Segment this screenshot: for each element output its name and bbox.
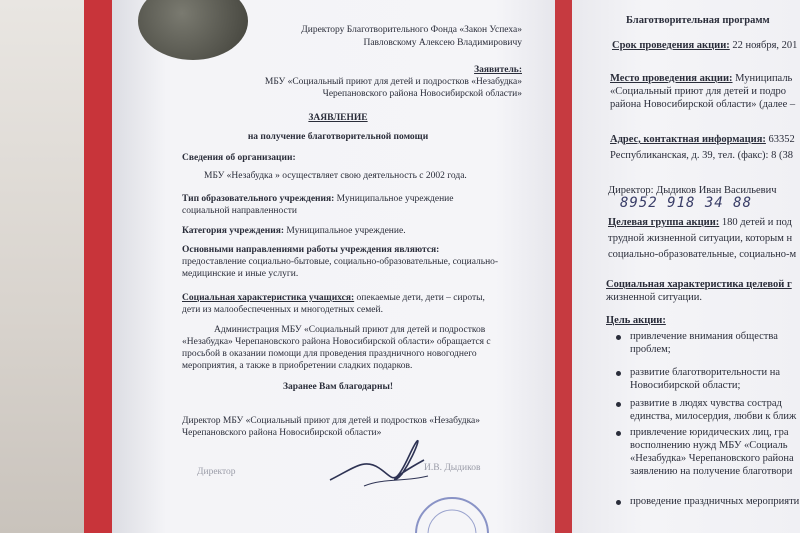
type-value: Муниципальное учреждение [336,194,454,204]
target-row [608,216,792,229]
signature-role: Директор [197,467,236,477]
directions-line-1: предоставление социально-бытовые, социально-образовательные, социально- [182,257,499,267]
place-label: Место проведения акции: [610,73,733,84]
target-line-2: трудной жизненной ситуации, которым н [608,233,793,244]
place-line-2: «Социальный приют для детей и подро [610,86,787,97]
place-value: Муниципаль [735,73,793,84]
program-title: Благотворительная программ [626,15,770,26]
bullet-dot [616,500,621,505]
directions-line-2: медицинские и иные услуги. [182,269,299,279]
goal-item-3-line-1: развитие в людях чувства сострад [630,398,782,409]
program-page [572,0,800,533]
background-wall [0,0,92,533]
bullet-dot [616,402,621,407]
org-label: Сведения об организации: [182,153,296,163]
type-row [182,193,453,205]
applicant-label: Заявитель: [474,65,522,75]
target-label: Целевая группа акции: [608,217,720,228]
recipient-line-1: Директору Благотворительного Фонда «Закон Успеха» [301,25,522,35]
thanks-line: Заранее Вам благодарны! [282,382,394,392]
address-label: Адрес, контактная информация: [610,134,766,145]
social-characteristic-line-2: жизненной ситуации. [606,292,703,303]
social-value: опекаемые дети, дети – сироты, [356,293,485,303]
category-value: Муниципальное учреждение. [286,226,406,236]
target-line-3: социально-образовательные, социально-м [608,249,797,260]
target-value: 180 детей и под [721,217,792,228]
type-line-2: социальной направленности [182,206,297,216]
org-text: МБУ «Незабудка » осуществляет свою деятельность с 2002 года. [204,171,467,181]
goal-item-4-line-1: привлечение юридических лиц, гра [630,427,789,438]
document-title: ЗАЯВЛЕНИЕ [308,113,368,123]
date-label: Срок проведения акции: [612,40,730,51]
date-row [612,39,797,52]
goal-item-5-line-1: проведение праздничных мероприяти [630,496,800,507]
goal-item-1-line-1: привлечение внимания общества [630,331,778,342]
bullet-dot [616,371,621,376]
category-label: Категория учреждения: [182,226,285,236]
social-line-2: дети из малообеспеченных и многодетных семей. [182,305,383,315]
applicant-line-1: МБУ «Социальный приют для детей и подростков «Незабудка» [264,77,522,87]
bullet-dot [616,335,621,340]
signature-line-1: Директор МБУ «Социальный приют для детей и подростков «Незабудка» [182,416,481,426]
goal-label: Цель акции: [606,315,666,326]
goal-item-2-line-2: Новосибирской области; [630,380,741,391]
goal-item-4-line-3: «Незабудка» Черепановского района [630,453,794,464]
appeal-line-3: просьбой в оказании помощи для проведения праздничного новогоднего [182,349,477,359]
address-value: 63352 [768,134,795,145]
bullet-dot [616,431,621,436]
round-stamp [412,494,492,533]
applicant-line-2: Черепановского района Новосибирской области» [322,89,522,99]
goal-item-4-line-2: восполнению нужд МБУ «Социаль [630,440,788,451]
social-characteristic-label: Социальная характеристика целевой г [606,279,792,290]
recipient-line-2: Павловскому Алексею Владимировичу [363,38,522,48]
signature-name: И.В. Дыдиков [424,463,481,473]
director-line: Директор: Дыдиков Иван Васильевич [608,185,777,196]
appeal-line-1: Администрация МБУ «Социальный приют для детей и подростков [214,325,486,335]
application-letter-page [112,0,564,533]
address-row [610,133,795,146]
directions-label: Основными направлениями работы учреждения являются: [182,245,440,255]
handwritten-phone: 8952 918 34 88 [620,195,753,211]
goal-item-3-line-2: единства, милосердия, любви к ближ [630,411,797,422]
type-label: Тип образовательного учреждения: [182,194,335,204]
address-line-2: Республиканская, д. 39, тел. (факс): 8 (38 [610,150,793,161]
document-subtitle: на получение благотворительной помощи [247,132,429,142]
place-row [610,72,792,85]
handwritten-signature [324,438,434,498]
date-value: 22 ноября, 201 [732,40,798,51]
signature-line-2: Черепановского района Новосибирской области» [182,428,382,438]
goal-item-2-line-1: развитие благотворительности на [630,367,781,378]
social-label: Социальная характеристика учащихся: [182,293,355,303]
category-row [182,225,406,237]
social-row [182,292,485,304]
goal-item-4-line-4: заявлению на получение благотвори [630,466,793,477]
appeal-line-4: мероприятия, а также в приобретении сладких подарков. [182,361,413,371]
appeal-line-2: «Незабудка» Черепановского района Новосибирской области» обращается с [182,337,491,347]
place-line-3: района Новосибирской области» (далее – [610,99,796,110]
goal-item-1-line-2: проблем; [630,344,671,355]
